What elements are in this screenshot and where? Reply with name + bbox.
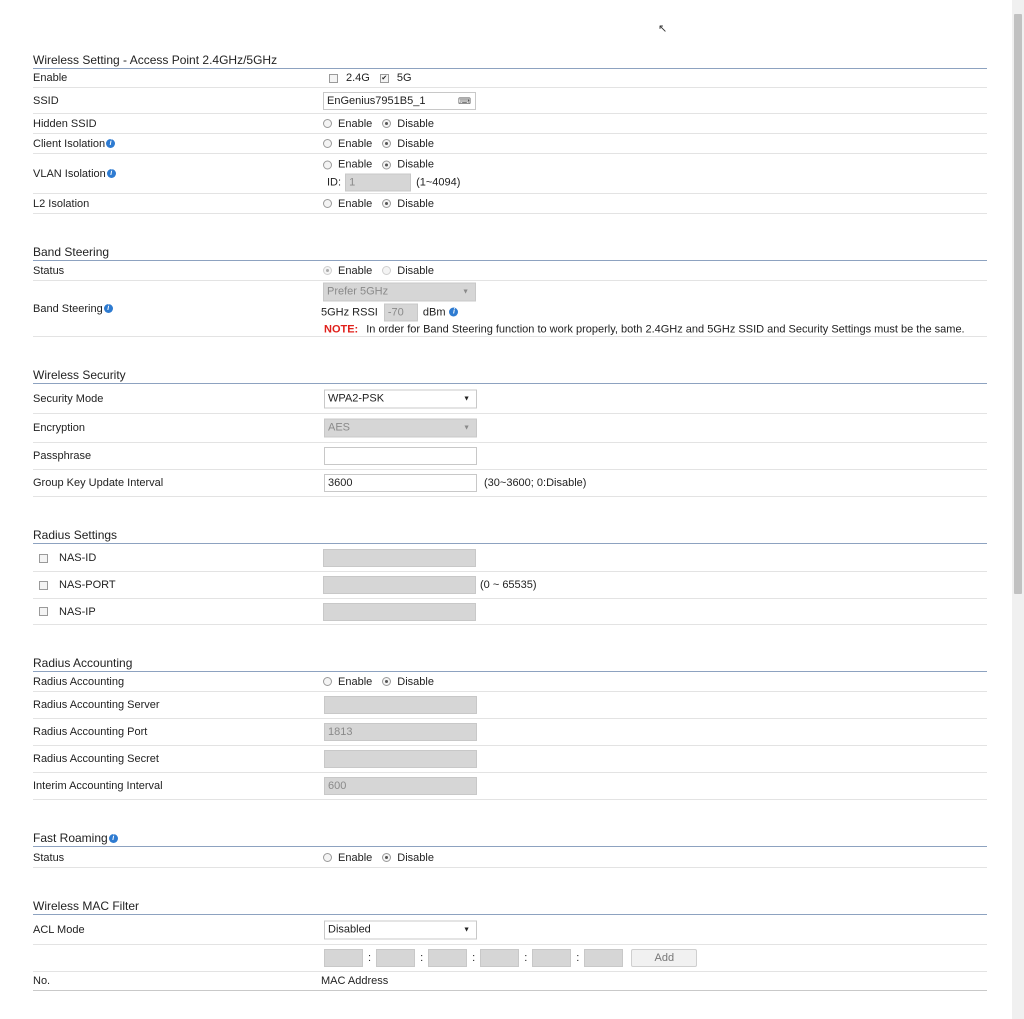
- mac-separator: :: [576, 952, 580, 964]
- row-accounting-secret: [33, 746, 987, 773]
- row-mac-table-header: [33, 972, 987, 991]
- l2-isolation-disable-radio[interactable]: [382, 199, 391, 208]
- keyboard-icon: ⌨: [458, 95, 471, 106]
- nas-port-checkbox[interactable]: [39, 581, 48, 590]
- info-icon[interactable]: i: [104, 304, 113, 313]
- enable-text: Enable: [338, 197, 373, 210]
- mac-octet-input-3[interactable]: [428, 949, 467, 967]
- enable-text: Enable: [338, 137, 373, 150]
- enable-label: Enable: [33, 72, 68, 84]
- accounting-secret-input[interactable]: [324, 750, 477, 768]
- band-5-checkbox[interactable]: ✔: [381, 74, 388, 82]
- security-mode-value: WPA2-PSK: [328, 392, 385, 405]
- dropdown-arrow-icon: ▼: [462, 288, 469, 295]
- scrollbar-thumb[interactable]: [1014, 14, 1022, 594]
- vlan-isolation-label: VLAN Isolation: [33, 167, 106, 180]
- ssid-input[interactable]: [323, 92, 476, 110]
- nas-id-checkbox[interactable]: [39, 554, 48, 563]
- dropdown-arrow-icon: ▼: [463, 395, 470, 403]
- section-title-radius-settings: Radius Settings: [33, 527, 987, 544]
- row-passphrase: [33, 443, 987, 470]
- acl-mode-value: Disabled: [328, 923, 371, 936]
- enable-text: Enable: [338, 264, 373, 277]
- disable-text: Disable: [397, 117, 434, 130]
- mac-octet-input-2[interactable]: [376, 949, 415, 967]
- row-nas-ip: [33, 599, 987, 625]
- section-title-radius-accounting: Radius Accounting: [33, 655, 987, 672]
- group-key-label: Group Key Update Interval: [33, 477, 164, 489]
- fast-roaming-enable-radio[interactable]: [323, 853, 332, 862]
- row-vlan-isolation: [33, 154, 987, 194]
- rssi-input[interactable]: -70: [384, 303, 418, 321]
- rssi-unit: dBm: [422, 306, 446, 318]
- ssid-label: SSID: [33, 94, 59, 107]
- l2-isolation-label: L2 Isolation: [33, 197, 90, 210]
- row-accounting-server: [33, 692, 987, 719]
- section-title-mac-filter: Wireless MAC Filter: [33, 898, 987, 915]
- row-hidden-ssid: [33, 114, 987, 134]
- mac-separator: :: [524, 952, 528, 964]
- enable-text: Enable: [338, 851, 373, 864]
- accounting-port-label: Radius Accounting Port: [33, 726, 148, 738]
- section-title-wireless-security: Wireless Security: [33, 367, 987, 384]
- acl-mode-label: ACL Mode: [33, 924, 85, 936]
- vlan-range-hint: (1~4094): [416, 176, 461, 188]
- row-l2-isolation: [33, 194, 987, 214]
- accounting-port-input[interactable]: 1813: [324, 723, 477, 741]
- nas-id-label: NAS-ID: [59, 552, 97, 564]
- row-group-key: [33, 470, 987, 497]
- ssid-value: EnGenius7951B5_1: [327, 94, 426, 107]
- nas-id-input[interactable]: [323, 549, 476, 567]
- band-5-label: 5G: [396, 72, 412, 84]
- nas-port-input[interactable]: [323, 576, 476, 594]
- vlan-isolation-disable-radio[interactable]: [382, 160, 391, 169]
- section-title-fast-roaming: [33, 830, 987, 847]
- add-mac-button[interactable]: Add: [631, 949, 697, 967]
- radius-accounting-enable-radio[interactable]: [323, 677, 332, 686]
- passphrase-label: Passphrase: [33, 450, 92, 462]
- accounting-server-label: Radius Accounting Server: [33, 699, 160, 711]
- mac-separator: :: [368, 952, 372, 964]
- band-steering-label: Band Steering: [33, 302, 103, 315]
- passphrase-input[interactable]: [324, 447, 477, 465]
- info-icon[interactable]: i: [106, 139, 115, 148]
- client-isolation-disable-radio[interactable]: [382, 139, 391, 148]
- group-key-input[interactable]: 3600: [324, 474, 477, 492]
- vlan-id-input[interactable]: 1: [345, 173, 411, 191]
- row-enable: [33, 69, 987, 88]
- info-icon[interactable]: i: [449, 308, 458, 317]
- row-nas-port: [33, 572, 987, 599]
- fast-roaming-disable-radio[interactable]: [382, 853, 391, 862]
- note-text: In order for Band Steering function to work properly, both 2.4GHz and 5GHz SSID and Security Settings must be the same.: [366, 323, 965, 335]
- disable-text: Disable: [397, 851, 434, 864]
- interim-interval-input[interactable]: 600: [324, 777, 477, 795]
- mac-octet-input-1[interactable]: [324, 949, 363, 967]
- nas-ip-input[interactable]: [323, 603, 476, 621]
- info-icon[interactable]: i: [107, 169, 116, 178]
- row-band-steering-status: [33, 261, 987, 281]
- section-title-band-steering: Band Steering: [33, 244, 987, 261]
- status-label: Status: [33, 264, 65, 277]
- row-radius-accounting: [33, 672, 987, 692]
- rssi-label: 5GHz RSSI: [321, 306, 378, 318]
- row-security-mode: [33, 385, 987, 414]
- disable-text: Disable: [397, 197, 434, 210]
- enable-text: Enable: [338, 675, 373, 688]
- vlan-isolation-enable-radio[interactable]: [323, 160, 332, 169]
- fast-roaming-status-label: Status: [33, 851, 65, 864]
- mouse-cursor-icon: ↖: [658, 23, 668, 35]
- client-isolation-label: Client Isolation: [33, 137, 106, 150]
- group-key-hint: (30~3600; 0:Disable): [484, 477, 587, 489]
- disable-text: Disable: [397, 137, 434, 150]
- enable-text: Enable: [338, 158, 373, 171]
- row-client-isolation: [33, 134, 987, 154]
- section-title-wireless: Wireless Setting - Access Point 2.4GHz/5GHz: [33, 52, 987, 69]
- acl-mode-select[interactable]: [324, 921, 477, 940]
- disable-text: Disable: [397, 675, 434, 688]
- disable-text: Disable: [397, 158, 434, 171]
- hidden-ssid-disable-radio[interactable]: [382, 119, 391, 128]
- row-interim-interval: [33, 773, 987, 800]
- hidden-ssid-enable-radio[interactable]: [323, 119, 332, 128]
- row-nas-id: [33, 545, 987, 572]
- info-icon[interactable]: i: [109, 834, 118, 843]
- band-24-label: 2.4G: [346, 72, 370, 84]
- encryption-value: AES: [328, 421, 351, 434]
- nas-ip-label: NAS-IP: [59, 605, 96, 618]
- radius-accounting-label: Radius Accounting: [33, 675, 125, 688]
- mac-octet-input-4[interactable]: [480, 949, 519, 967]
- band-24-checkbox[interactable]: [329, 74, 338, 83]
- row-acl-mode: [33, 916, 987, 945]
- row-ssid: [33, 88, 987, 114]
- row-accounting-port: [33, 719, 987, 746]
- security-mode-label: Security Mode: [33, 393, 104, 405]
- l2-isolation-enable-radio[interactable]: [323, 199, 332, 208]
- band-steering-prefer-select[interactable]: [323, 282, 476, 301]
- band-steering-disable-radio[interactable]: [382, 266, 391, 275]
- accounting-server-input[interactable]: [324, 696, 477, 714]
- vertical-scrollbar[interactable]: [1012, 0, 1024, 1019]
- mac-separator: :: [472, 952, 476, 964]
- encryption-label: Encryption: [33, 422, 85, 434]
- radius-accounting-disable-radio[interactable]: [382, 677, 391, 686]
- accounting-secret-label: Radius Accounting Secret: [33, 753, 159, 765]
- prefer-value: Prefer 5GHz: [327, 285, 389, 297]
- col-no-header: No.: [33, 975, 51, 987]
- mac-separator: :: [420, 952, 424, 964]
- hidden-ssid-label: Hidden SSID: [33, 117, 97, 130]
- dropdown-arrow-icon: ▼: [463, 424, 470, 432]
- mac-octet-input-6[interactable]: [584, 949, 623, 967]
- col-mac-header: MAC Address: [321, 975, 389, 987]
- interim-interval-label: Interim Accounting Interval: [33, 780, 163, 792]
- dropdown-arrow-icon: ▼: [463, 926, 470, 934]
- vlan-id-label: ID:: [327, 176, 342, 188]
- nas-port-label: NAS-PORT: [59, 579, 116, 591]
- band-steering-enable-radio[interactable]: [323, 266, 332, 275]
- nas-ip-checkbox[interactable]: [39, 607, 48, 616]
- nas-port-hint: (0 ~ 65535): [480, 579, 537, 591]
- encryption-select[interactable]: [324, 419, 477, 438]
- security-mode-select[interactable]: [324, 390, 477, 409]
- mac-octet-input-5[interactable]: [532, 949, 571, 967]
- row-encryption: [33, 414, 987, 443]
- enable-text: Enable: [338, 117, 373, 130]
- client-isolation-enable-radio[interactable]: [323, 139, 332, 148]
- row-mac-entry: [33, 945, 987, 972]
- row-band-steering: [33, 281, 987, 337]
- disable-text: Disable: [397, 264, 434, 277]
- note-tag: NOTE:: [324, 323, 359, 335]
- fast-roaming-title: Fast Roaming: [33, 831, 108, 845]
- row-fast-roaming-status: [33, 848, 987, 868]
